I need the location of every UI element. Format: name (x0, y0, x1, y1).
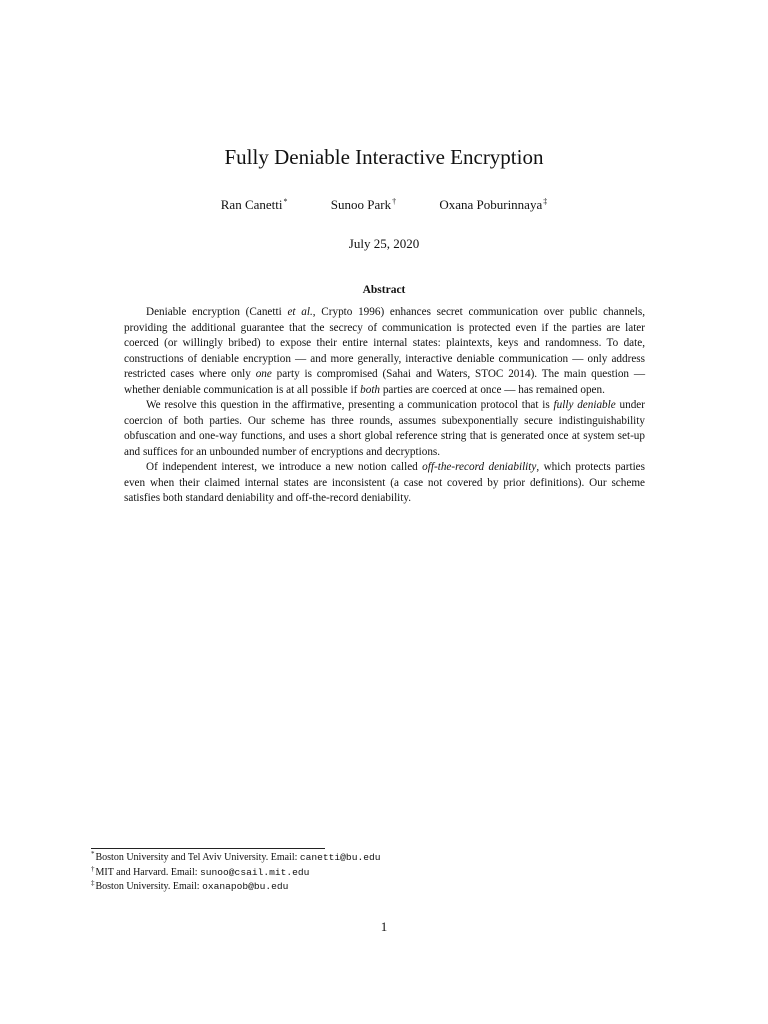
author-footnote-mark: * (283, 197, 288, 206)
author-name: Sunoo Park (330, 197, 392, 212)
email-address: oxanapob@bu.edu (202, 881, 289, 892)
author-poburinnaya (439, 196, 547, 216)
publication-date: July 25, 2020 (348, 236, 420, 251)
footnotes (91, 851, 691, 895)
author-footnote-mark: ‡ (543, 197, 548, 206)
author-park (331, 196, 396, 216)
abstract-paragraph-2 (124, 398, 645, 460)
author-list (0, 196, 768, 216)
text-run: , Crypto 1996) enhances secret communication over public channels, providing the additional guarantee that the secrecy of communication is protected even if the parties are later coerced (or willingly bribed) to expose their entire internal states: plaintexts, keys and randomness. To date, constructions of deniable encryption — and more generally, interactive deniable communication — only address restricted cases where only (124, 306, 646, 380)
author-name: Oxana Poburinnaya (439, 197, 543, 212)
author-name: Ran Canetti (220, 197, 283, 212)
email-address: sunoo@csail.mit.edu (200, 866, 310, 878)
paper-title: Fully Deniable Interactive Encryption (224, 145, 544, 169)
author-footnote-mark: † (392, 197, 397, 206)
footnote-mark: * (91, 850, 95, 858)
footnote-mark: † (91, 864, 95, 873)
text-run: Of independent interest, we introduce a new notion called (146, 461, 423, 473)
text-run: Deniable encryption (Canetti (146, 306, 288, 318)
emphasis: fully deniable (553, 399, 616, 411)
abstract-body (124, 305, 645, 507)
emphasis: off-the-record deniability (422, 461, 537, 473)
footnote-text: Boston University. Email: (95, 881, 203, 892)
email-address: canetti@bu.edu (299, 852, 381, 863)
footnote-canetti (91, 851, 691, 866)
footnote-park (91, 866, 691, 881)
author-canetti (221, 196, 288, 216)
text-run: parties are coerced at once — has remained open. (380, 383, 605, 396)
emphasis: et al. (287, 306, 313, 318)
text-run: , which protects parties even when their claimed internal states are inconsistent (a case not covered by prior definitions). Our scheme satisfies both standard deniability and off-the-record deniability. (124, 461, 646, 504)
emphasis: both (360, 383, 381, 396)
footnote-text: MIT and Harvard. Email: (95, 866, 201, 878)
abstract-paragraph-1 (124, 305, 645, 398)
footnote-rule (91, 848, 325, 849)
text-run: party is compromised (Sahai and Waters, STOC 2014). The main question — whether deniable communication is at all possible if (124, 368, 646, 396)
abstract-heading: Abstract (362, 284, 406, 296)
footnote-text: Boston University and Tel Aviv University. Email: (95, 852, 300, 863)
footnote-poburinnaya (91, 880, 691, 895)
emphasis: one (255, 368, 272, 380)
text-run: under coercion of both parties. Our scheme has three rounds, assumes subexponentially secure indistinguishability obfuscation and one-way functions, and uses a short global reference string that is generated once at system set-up and suffices for an unbounded number of encryptions and decryptions. (124, 399, 645, 458)
text-run: We resolve this question in the affirmative, presenting a communication protocol that is (146, 399, 554, 411)
abstract-paragraph-3 (124, 460, 645, 507)
page-number: 1 (380, 919, 388, 934)
footnote-mark: ‡ (91, 879, 95, 887)
